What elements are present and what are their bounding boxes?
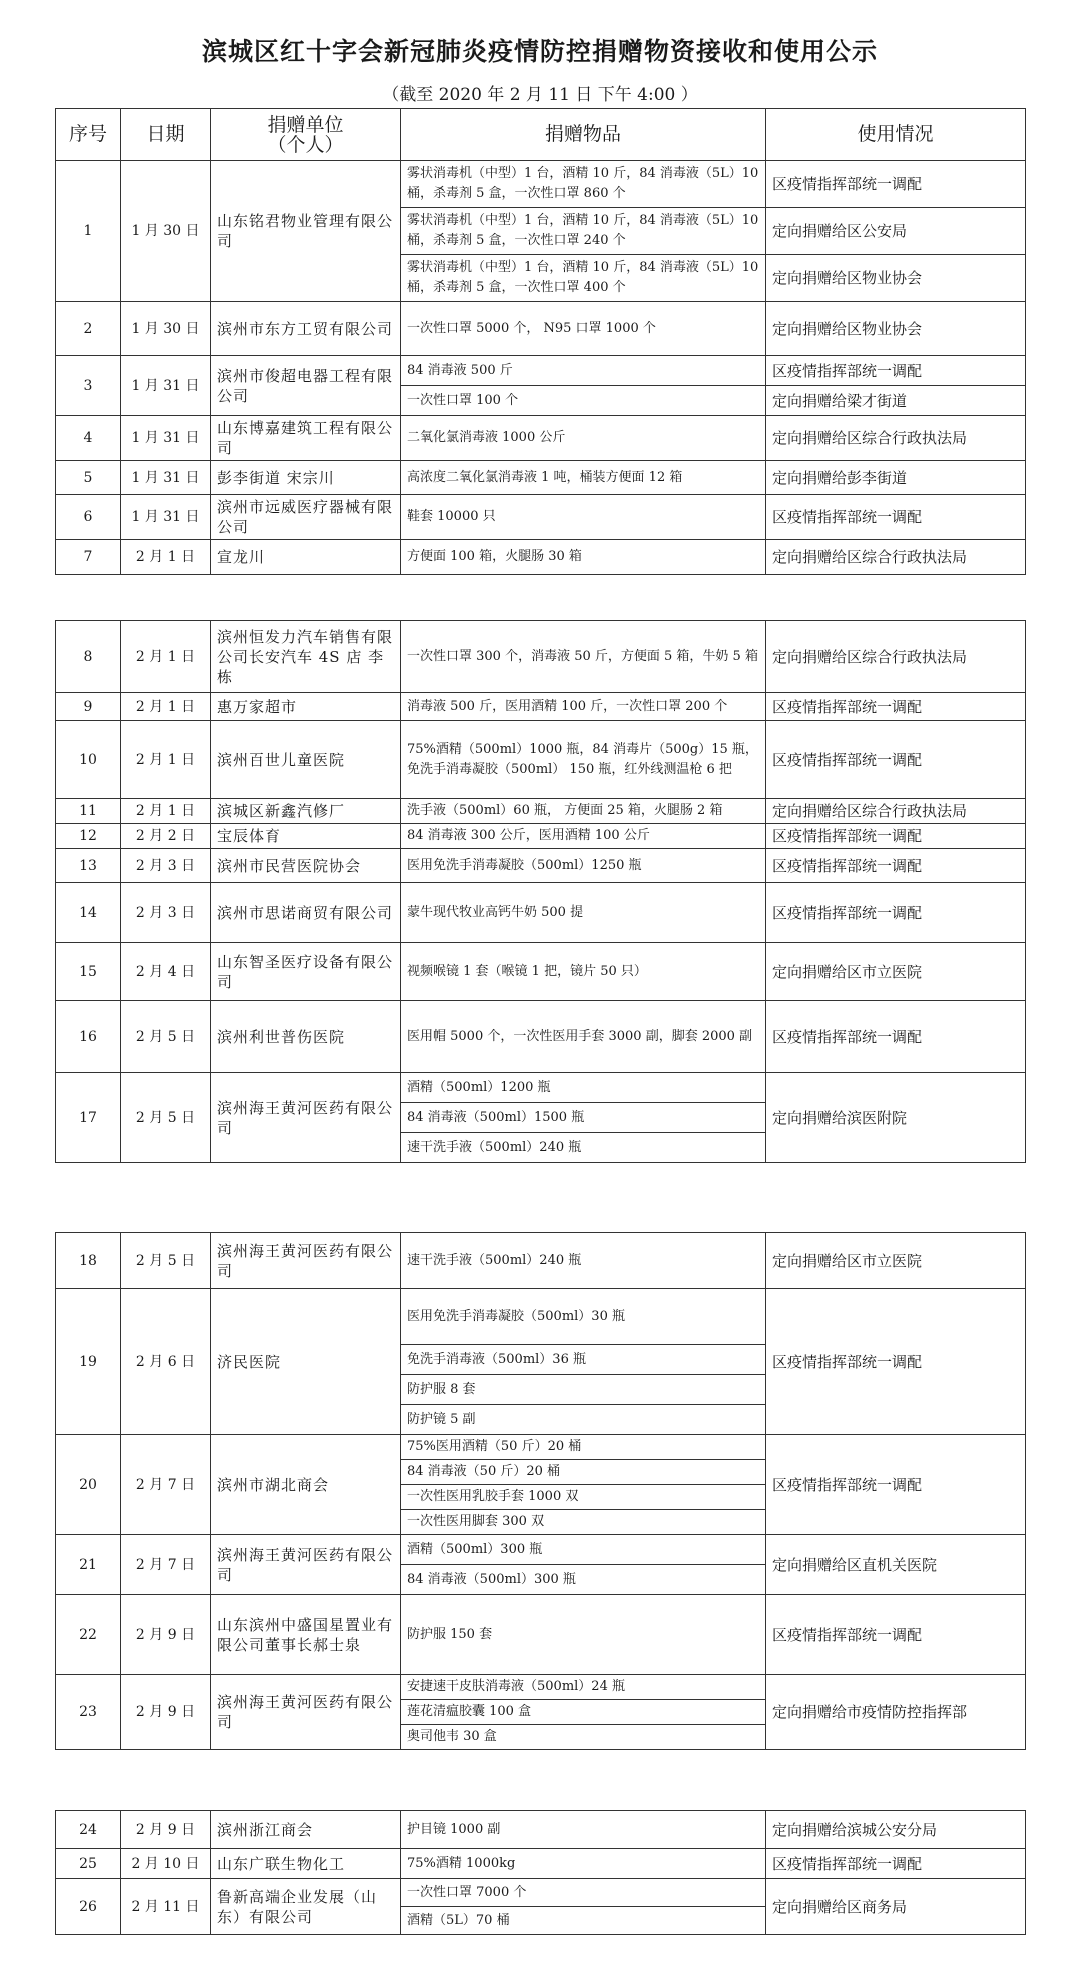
cell-date: 1 月 31 日	[121, 461, 211, 495]
cell-items: 视频喉镜 1 套（喉镜 1 把，镜片 50 只）	[401, 943, 766, 1001]
cell-no: 3	[56, 356, 121, 416]
table-row	[56, 161, 1026, 208]
cell-usage: 定向捐赠给滨城公安分局	[766, 1811, 1026, 1849]
cell-donor: 滨州恒发力汽车销售有限公司长安汽车 4S 店 李栋	[211, 621, 401, 693]
cell-donor: 彭李街道 宋宗川	[211, 461, 401, 495]
table-row	[56, 1535, 1026, 1565]
table-row	[56, 461, 1026, 495]
cell-usage: 定向捐赠给区市立医院	[766, 1233, 1026, 1289]
cell-items: 75%医用酒精（50 斤）20 桶	[401, 1435, 766, 1460]
cell-items: 84 消毒液（500ml）300 瓶	[401, 1565, 766, 1595]
cell-donor: 滨州市远威医疗器械有限公司	[211, 495, 401, 540]
cell-usage: 定向捐赠给滨医附院	[766, 1073, 1026, 1163]
table-row	[56, 1595, 1026, 1675]
cell-items: 一次性口罩 5000 个， N95 口罩 1000 个	[401, 302, 766, 356]
cell-items: 蒙牛现代牧业高钙牛奶 500 提	[401, 883, 766, 943]
table-row	[56, 943, 1026, 1001]
table-row	[56, 540, 1026, 575]
cell-date: 2 月 2 日	[121, 824, 211, 849]
cell-items: 一次性口罩 300 个，消毒液 50 斤，方便面 5 箱，牛奶 5 箱	[401, 621, 766, 693]
cell-date: 2 月 10 日	[121, 1849, 211, 1879]
cell-donor: 滨州海王黄河医药有限公司	[211, 1233, 401, 1289]
cell-donor: 宣龙川	[211, 540, 401, 575]
cell-items: 鞋套 10000 只	[401, 495, 766, 540]
cell-items: 一次性医用脚套 300 双	[401, 1510, 766, 1535]
cell-items: 防护镜 5 副	[401, 1405, 766, 1435]
cell-usage: 定向捐赠给区市立医院	[766, 943, 1026, 1001]
header-no: 序号	[56, 109, 121, 161]
cell-donor: 滨州浙江商会	[211, 1811, 401, 1849]
cell-items: 一次性口罩 7000 个	[401, 1879, 766, 1907]
cell-donor: 滨州利世普伤医院	[211, 1001, 401, 1073]
table-row	[56, 1849, 1026, 1879]
cell-items: 二氧化氯消毒液 1000 公斤	[401, 416, 766, 461]
cell-date: 2 月 1 日	[121, 721, 211, 799]
cell-items: 酒精（5L）70 桶	[401, 1907, 766, 1935]
cell-no: 1	[56, 161, 121, 302]
cell-items: 雾状消毒机（中型）1 台，酒精 10 斤，84 消毒液（5L）10 桶，杀毒剂 5 盒，一次性口罩 240 个	[401, 208, 766, 255]
cell-no: 15	[56, 943, 121, 1001]
cell-date: 2 月 1 日	[121, 693, 211, 721]
table-row	[56, 799, 1026, 824]
cell-items: 防护服 8 套	[401, 1375, 766, 1405]
cell-donor: 滨州市湖北商会	[211, 1435, 401, 1535]
cell-donor: 宝辰体育	[211, 824, 401, 849]
cell-items: 护目镜 1000 副	[401, 1811, 766, 1849]
cell-no: 25	[56, 1849, 121, 1879]
cell-items: 医用帽 5000 个，一次性医用手套 3000 副，脚套 2000 副	[401, 1001, 766, 1073]
cell-date: 2 月 9 日	[121, 1675, 211, 1750]
cell-donor: 滨州市俊超电器工程有限公司	[211, 356, 401, 416]
cell-usage: 区疫情指挥部统一调配	[766, 1595, 1026, 1675]
cell-items: 高浓度二氧化氯消毒液 1 吨，桶装方便面 12 箱	[401, 461, 766, 495]
cell-no: 19	[56, 1289, 121, 1435]
cell-no: 10	[56, 721, 121, 799]
cell-no: 5	[56, 461, 121, 495]
cell-no: 8	[56, 621, 121, 693]
cell-usage: 定向捐赠给梁才街道	[766, 386, 1026, 416]
cell-date: 1 月 30 日	[121, 302, 211, 356]
cell-date: 2 月 6 日	[121, 1289, 211, 1435]
cell-donor: 山东智圣医疗设备有限公司	[211, 943, 401, 1001]
cell-usage: 定向捐赠给区商务局	[766, 1879, 1026, 1935]
cell-items: 84 消毒液 500 斤	[401, 356, 766, 386]
cell-items: 医用免洗手消毒凝胶（500ml）1250 瓶	[401, 849, 766, 883]
cell-usage: 区疫情指挥部统一调配	[766, 1289, 1026, 1435]
table-row	[56, 849, 1026, 883]
cell-usage: 定向捐赠给市疫情防控指挥部	[766, 1675, 1026, 1750]
cell-date: 2 月 7 日	[121, 1435, 211, 1535]
cell-usage: 定向捐赠给区公安局	[766, 208, 1026, 255]
donation-table-part-3	[55, 1232, 1026, 1750]
cell-donor: 滨州海王黄河医药有限公司	[211, 1073, 401, 1163]
table-header-row	[56, 109, 1026, 161]
table-row	[56, 1289, 1026, 1345]
cell-date: 2 月 1 日	[121, 621, 211, 693]
cell-date: 2 月 4 日	[121, 943, 211, 1001]
header-items: 捐赠物品	[401, 109, 766, 161]
cell-date: 2 月 9 日	[121, 1595, 211, 1675]
page-subtitle: （截至 2020 年 2 月 11 日 下午 4:00 ）	[382, 85, 698, 105]
table-row	[56, 824, 1026, 849]
cell-date: 2 月 9 日	[121, 1811, 211, 1849]
cell-usage: 区疫情指挥部统一调配	[766, 824, 1026, 849]
cell-items: 84 消毒液（50 斤）20 桶	[401, 1460, 766, 1485]
cell-date: 2 月 5 日	[121, 1233, 211, 1289]
cell-no: 2	[56, 302, 121, 356]
donation-table-part-1	[55, 108, 1026, 575]
table-row	[56, 1675, 1026, 1700]
cell-date: 2 月 11 日	[121, 1879, 211, 1935]
cell-date: 2 月 1 日	[121, 540, 211, 575]
cell-donor: 滨州市东方工贸有限公司	[211, 302, 401, 356]
table-row	[56, 1001, 1026, 1073]
cell-items: 防护服 150 套	[401, 1595, 766, 1675]
cell-no: 14	[56, 883, 121, 943]
table-row	[56, 1435, 1026, 1460]
cell-items: 75%酒精 1000kg	[401, 1849, 766, 1879]
cell-date: 2 月 7 日	[121, 1535, 211, 1595]
cell-date: 2 月 3 日	[121, 849, 211, 883]
cell-donor: 济民医院	[211, 1289, 401, 1435]
cell-no: 6	[56, 495, 121, 540]
donation-table-part-4	[55, 1810, 1026, 1935]
cell-usage: 区疫情指挥部统一调配	[766, 1001, 1026, 1073]
cell-no: 18	[56, 1233, 121, 1289]
cell-donor: 山东广联生物化工	[211, 1849, 401, 1879]
cell-usage: 定向捐赠给区综合行政执法局	[766, 799, 1026, 824]
cell-no: 20	[56, 1435, 121, 1535]
cell-items: 洗手液（500ml）60 瓶， 方便面 25 箱，火腿肠 2 箱	[401, 799, 766, 824]
cell-items: 84 消毒液 300 公斤，医用酒精 100 公斤	[401, 824, 766, 849]
table-row	[56, 302, 1026, 356]
cell-no: 26	[56, 1879, 121, 1935]
cell-usage: 区疫情指挥部统一调配	[766, 721, 1026, 799]
cell-usage: 定向捐赠给区物业协会	[766, 302, 1026, 356]
cell-usage: 定向捐赠给彭李街道	[766, 461, 1026, 495]
cell-items: 医用免洗手消毒凝胶（500ml）30 瓶	[401, 1289, 766, 1345]
cell-date: 2 月 1 日	[121, 799, 211, 824]
cell-usage: 区疫情指挥部统一调配	[766, 356, 1026, 386]
cell-items: 雾状消毒机（中型）1 台，酒精 10 斤，84 消毒液（5L）10 桶，杀毒剂 5 盒，一次性口罩 400 个	[401, 255, 766, 302]
cell-no: 12	[56, 824, 121, 849]
cell-usage: 区疫情指挥部统一调配	[766, 1849, 1026, 1879]
cell-no: 23	[56, 1675, 121, 1750]
cell-usage: 定向捐赠给区综合行政执法局	[766, 540, 1026, 575]
cell-usage: 区疫情指挥部统一调配	[766, 161, 1026, 208]
cell-items: 方便面 100 箱，火腿肠 30 箱	[401, 540, 766, 575]
table-row	[56, 693, 1026, 721]
cell-donor: 滨州百世儿童医院	[211, 721, 401, 799]
cell-usage: 定向捐赠给区综合行政执法局	[766, 416, 1026, 461]
cell-donor: 山东铭君物业管理有限公司	[211, 161, 401, 302]
cell-items: 75%酒精（500ml）1000 瓶，84 消毒片（500g）15 瓶，免洗手消毒凝胶（500ml） 150 瓶，红外线测温枪 6 把	[401, 721, 766, 799]
cell-usage: 区疫情指挥部统一调配	[766, 495, 1026, 540]
header-usage: 使用情况	[766, 109, 1026, 161]
cell-no: 17	[56, 1073, 121, 1163]
cell-items: 奥司他韦 30 盒	[401, 1725, 766, 1750]
cell-items: 莲花清瘟胶囊 100 盒	[401, 1700, 766, 1725]
cell-date: 1 月 31 日	[121, 495, 211, 540]
cell-date: 2 月 3 日	[121, 883, 211, 943]
table-row	[56, 1811, 1026, 1849]
cell-date: 2 月 5 日	[121, 1001, 211, 1073]
table-row	[56, 883, 1026, 943]
cell-donor: 山东博嘉建筑工程有限公司	[211, 416, 401, 461]
cell-usage: 区疫情指挥部统一调配	[766, 693, 1026, 721]
cell-no: 4	[56, 416, 121, 461]
cell-donor: 鲁新高端企业发展（山东）有限公司	[211, 1879, 401, 1935]
table-row	[56, 1233, 1026, 1289]
cell-usage: 定向捐赠给区物业协会	[766, 255, 1026, 302]
cell-no: 22	[56, 1595, 121, 1675]
cell-donor: 滨州海王黄河医药有限公司	[211, 1675, 401, 1750]
cell-donor: 惠万家超市	[211, 693, 401, 721]
table-row	[56, 416, 1026, 461]
cell-items: 消毒液 500 斤，医用酒精 100 斤，一次性口罩 200 个	[401, 693, 766, 721]
table-row	[56, 495, 1026, 540]
cell-usage: 区疫情指挥部统一调配	[766, 883, 1026, 943]
cell-items: 雾状消毒机（中型）1 台，酒精 10 斤，84 消毒液（5L）10 桶，杀毒剂 5 盒，一次性口罩 860 个	[401, 161, 766, 208]
cell-no: 13	[56, 849, 121, 883]
table-row	[56, 1879, 1026, 1907]
donation-table-part-2	[55, 620, 1026, 1163]
table-row	[56, 356, 1026, 386]
cell-no: 11	[56, 799, 121, 824]
header-date: 日期	[121, 109, 211, 161]
cell-items: 酒精（500ml）1200 瓶	[401, 1073, 766, 1103]
cell-date: 2 月 5 日	[121, 1073, 211, 1163]
cell-items: 84 消毒液（500ml）1500 瓶	[401, 1103, 766, 1133]
cell-items: 一次性医用乳胶手套 1000 双	[401, 1485, 766, 1510]
cell-items: 一次性口罩 100 个	[401, 386, 766, 416]
cell-donor: 滨州市民营医院协会	[211, 849, 401, 883]
cell-no: 7	[56, 540, 121, 575]
cell-donor: 滨州海王黄河医药有限公司	[211, 1535, 401, 1595]
cell-no: 9	[56, 693, 121, 721]
cell-no: 21	[56, 1535, 121, 1595]
cell-usage: 区疫情指挥部统一调配	[766, 1435, 1026, 1535]
cell-items: 速干洗手液（500ml）240 瓶	[401, 1233, 766, 1289]
table-row	[56, 721, 1026, 799]
cell-no: 16	[56, 1001, 121, 1073]
cell-donor: 滨城区新鑫汽修厂	[211, 799, 401, 824]
cell-items: 免洗手消毒液（500ml）36 瓶	[401, 1345, 766, 1375]
table-row	[56, 621, 1026, 693]
cell-donor: 滨州市思诺商贸有限公司	[211, 883, 401, 943]
cell-usage: 定向捐赠给区直机关医院	[766, 1535, 1026, 1595]
cell-no: 24	[56, 1811, 121, 1849]
cell-usage: 定向捐赠给区综合行政执法局	[766, 621, 1026, 693]
cell-items: 酒精（500ml）300 瓶	[401, 1535, 766, 1565]
cell-date: 1 月 31 日	[121, 416, 211, 461]
page-title: 滨城区红十字会新冠肺炎疫情防控捐赠物资接收和使用公示	[201, 37, 878, 66]
cell-date: 1 月 30 日	[121, 161, 211, 302]
cell-items: 安捷速干皮肤消毒液（500ml）24 瓶	[401, 1675, 766, 1700]
table-row	[56, 1073, 1026, 1103]
cell-date: 1 月 31 日	[121, 356, 211, 416]
cell-donor: 山东滨州中盛国星置业有限公司董事长郝士泉	[211, 1595, 401, 1675]
cell-items: 速干洗手液（500ml）240 瓶	[401, 1133, 766, 1163]
header-donor: 捐赠单位 （个人）	[211, 109, 401, 161]
cell-usage: 区疫情指挥部统一调配	[766, 849, 1026, 883]
